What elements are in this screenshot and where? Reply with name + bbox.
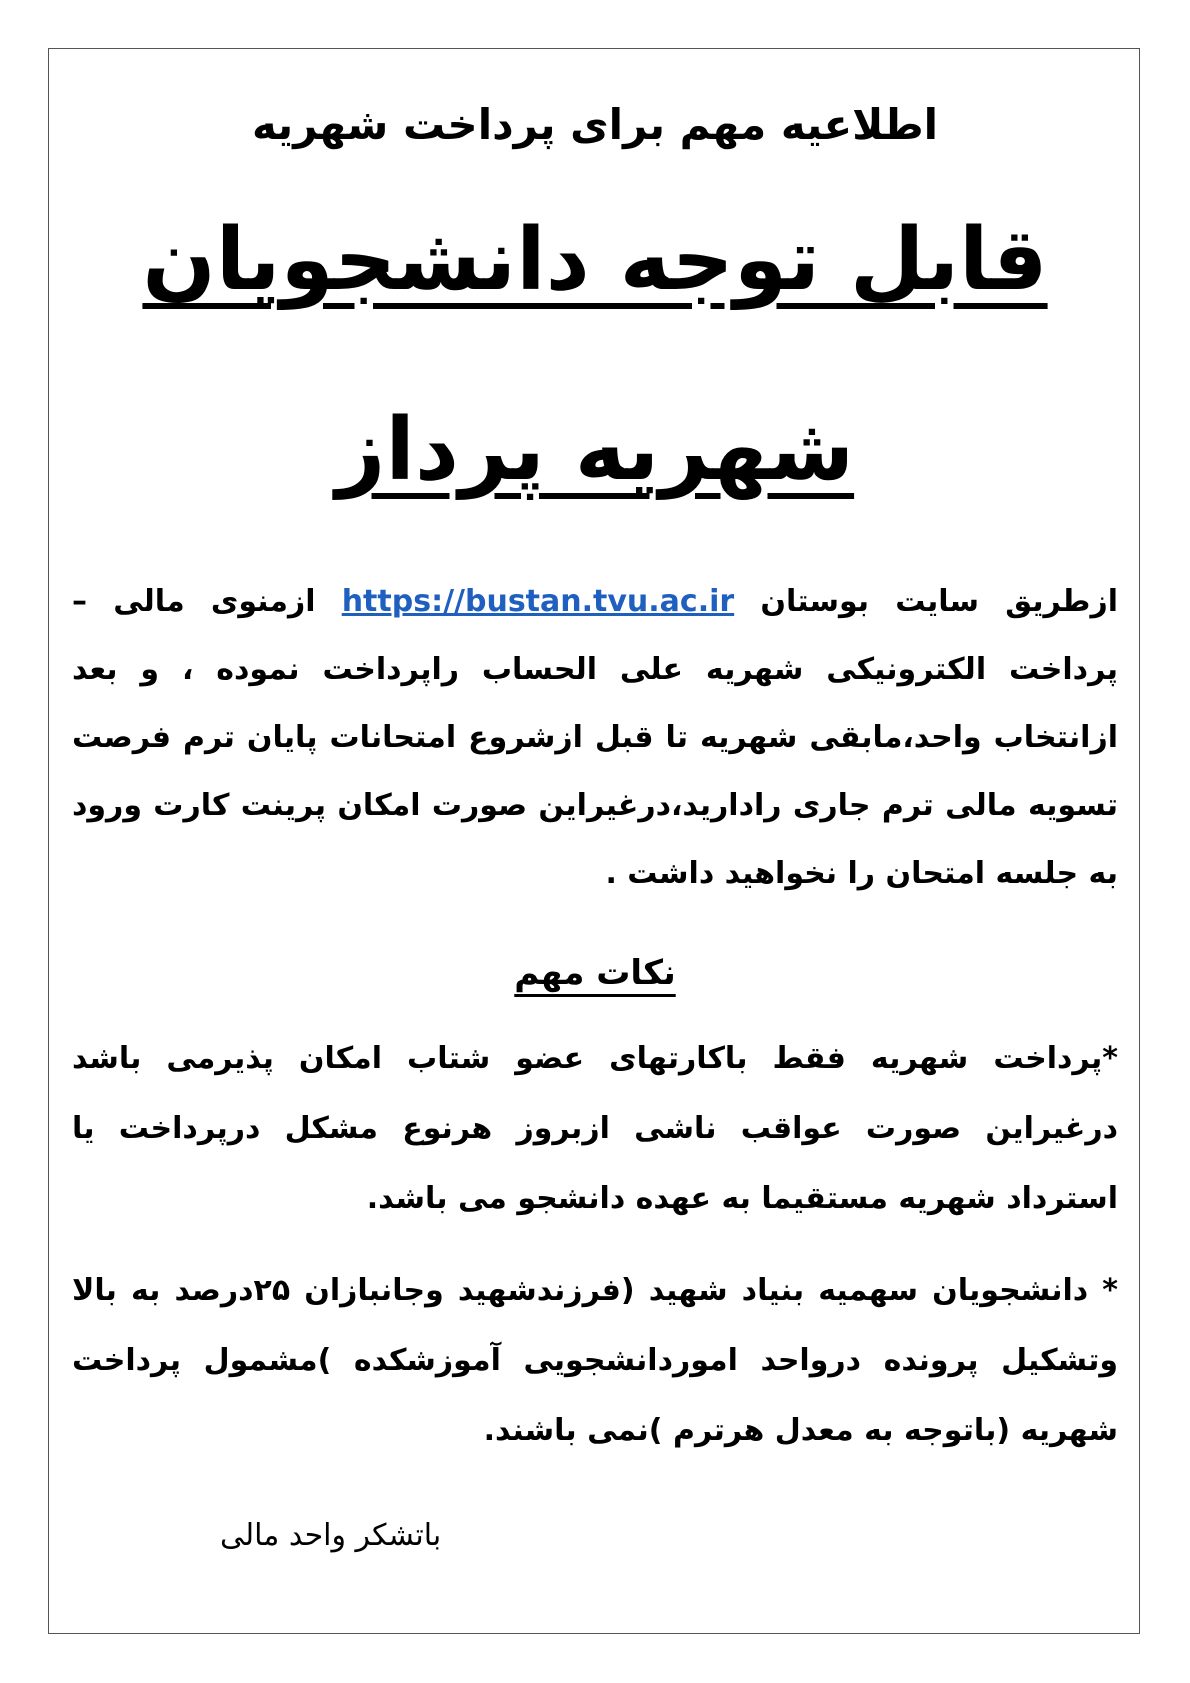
note-item: *پرداخت شهریه فقط باکارتهای عضو شتاب امکان پذیرمی باشد درغیراین صورت عواقب ناشی ازبروز هرنوع مشکل درپرداخت یا استرداد شهریه مستقیما به عهده دانشجو می باشد.	[72, 1041, 1118, 1216]
note-item: * دانشجویان سهمیه بنیاد شهید (فرزندشهید وجانبازان ۲۵درصد به بالا وتشکیل پرونده درواحد اموردانشجویی آموزشکده )مشمول پرداخت شهریه (باتوجه به معدل هرترم )نمی باشند.	[72, 1273, 1118, 1448]
notes-title-text: نکات مهم	[514, 953, 676, 993]
title-students-text: قابل توجه دانشجویان	[142, 210, 1048, 310]
title-tuition-payer	[72, 390, 1118, 510]
bustan-link[interactable]: https://bustan.tvu.ac.ir	[341, 584, 735, 619]
announcement-content	[72, 90, 1118, 1466]
instructions-text-start: ازطریق سایت بوستان	[734, 584, 1118, 619]
signature: باتشکر واحد مالی	[220, 1518, 442, 1553]
notes-title	[72, 948, 1118, 998]
title-tuition-payer-text: شهریه پرداز	[335, 400, 855, 500]
instructions-paragraph	[72, 568, 1118, 908]
instructions-text-end: ازمنوی مالی – پرداخت الکترونیکی شهریه علی الحساب راپرداخت نموده ، و بعد ازانتخاب واحد،مابقی شهریه تا قبل ازشروع امتحانات پایان ترم فرصت تسویه مالی ترم جاری رادارید،درغیراین صورت امکان پرینت کارت ورود به جلسه امتحان را نخواهید داشت .	[72, 584, 1118, 891]
title-students	[72, 200, 1118, 320]
header: اطلاعیه مهم برای پرداخت شهریه	[251, 100, 939, 149]
